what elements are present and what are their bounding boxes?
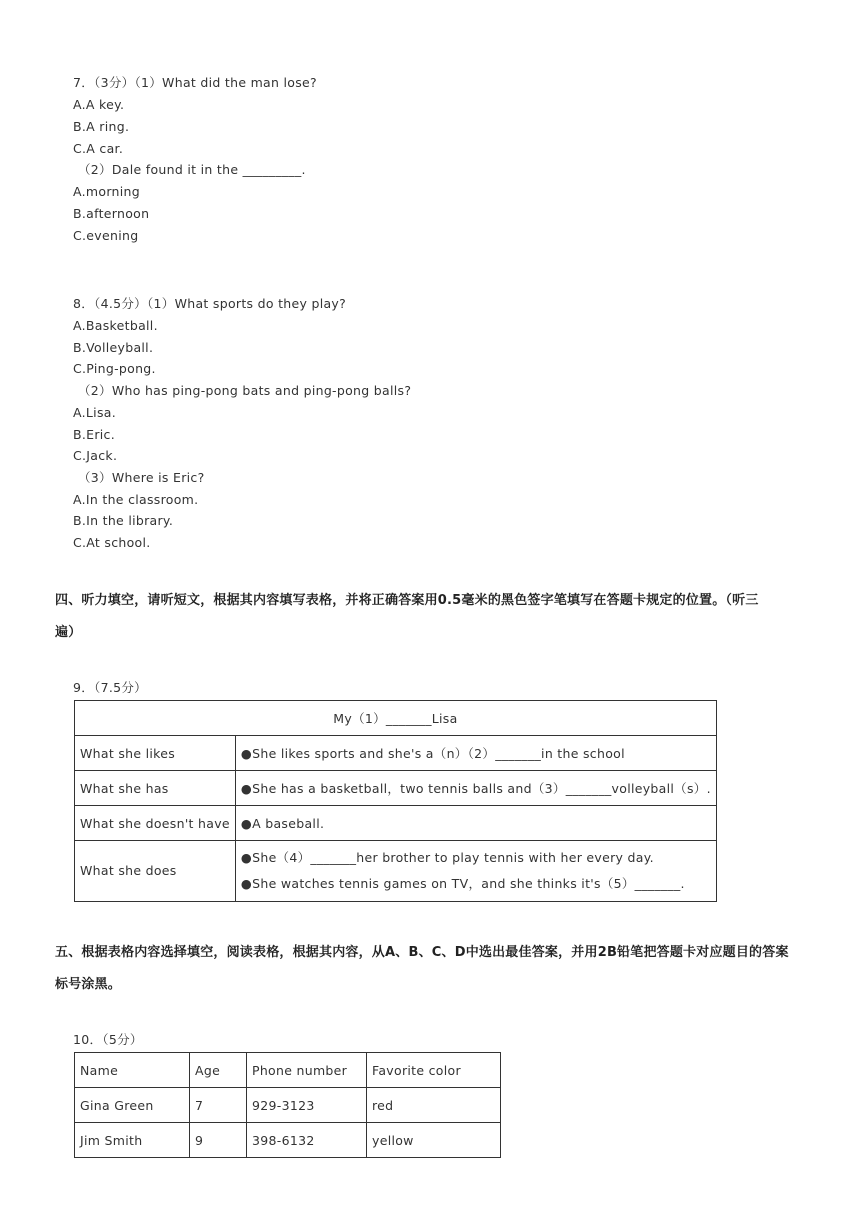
table-cell: 9 [190, 1123, 247, 1158]
q10-table [74, 1052, 501, 1158]
table-row [75, 1088, 501, 1123]
q9-row-content [235, 841, 716, 902]
table-row [75, 841, 717, 902]
table-header-row [75, 1053, 501, 1088]
q9-row-label: What she doesn't have [75, 806, 236, 841]
q7-part2: （2）Dale found it in the _________. [78, 162, 306, 177]
table-cell: Jim Smith [75, 1123, 190, 1158]
q8-part2: （2）Who has ping-pong bats and ping-pong balls? [78, 383, 412, 398]
column-header: Age [190, 1053, 247, 1088]
q9-row-content: ●She likes sports and she's a（n）（2）_______in the school [235, 736, 716, 771]
q9-row-label: What she does [75, 841, 236, 902]
table-row [75, 771, 717, 806]
q9-header: 9．（7.5分） [73, 680, 147, 695]
table-cell: yellow [367, 1123, 501, 1158]
q7-option-a: A.A key. [73, 97, 125, 112]
q9-row-content: ●A baseball. [235, 806, 716, 841]
section5-title-line2: 标号涂黑。 [55, 977, 122, 992]
q7-option-b: B.A ring. [73, 119, 130, 134]
q9-row-content-line: ●She watches tennis games on TV，and she thinks it's（5）_______. [240, 876, 685, 891]
q8-part3: （3）Where is Eric? [78, 470, 205, 485]
section5-title-line1: 五、根据表格内容选择填空，阅读表格，根据其内容，从A、B、C、D中选出最佳答案，并用2B铅笔把答题卡对应题目的答案 [55, 945, 789, 960]
q8-part3-option-a: A.In the classroom. [73, 492, 199, 507]
q9-row-label: What she has [75, 771, 236, 806]
q8-option-b: B.Volleyball. [73, 340, 154, 355]
table-cell: 929-3123 [247, 1088, 367, 1123]
q9-row-label: What she likes [75, 736, 236, 771]
table-cell: Gina Green [75, 1088, 190, 1123]
q9-row-content: ●She has a basketball，two tennis balls and（3）_______volleyball（s）. [235, 771, 716, 806]
table-row [75, 806, 717, 841]
column-header: Phone number [247, 1053, 367, 1088]
q8-part3-option-c: C.At school. [73, 535, 151, 550]
q7-part2-option-a: A.morning [73, 184, 141, 199]
q9-table-title: My（1）_______Lisa [75, 701, 717, 736]
q8-part2-option-c: C.Jack. [73, 448, 118, 463]
table-row [75, 701, 717, 736]
column-header: Favorite color [367, 1053, 501, 1088]
q10-header: 10．（5分） [73, 1032, 143, 1047]
q7-option-c: C.A car. [73, 141, 124, 156]
q8-option-c: C.Ping-pong. [73, 361, 156, 376]
q8-part2-option-a: A.Lisa. [73, 405, 116, 420]
section4-title [55, 585, 835, 649]
table-row [75, 736, 717, 771]
q7-part2-option-c: C.evening [73, 228, 139, 243]
table-cell: red [367, 1088, 501, 1123]
section4-title-line1: 四、听力填空，请听短文，根据其内容填写表格，并将正确答案用0.5毫米的黑色签字笔填写在答题卡规定的位置。（听三 [55, 593, 759, 608]
table-cell: 398-6132 [247, 1123, 367, 1158]
section4-title-line2: 遍） [55, 625, 82, 640]
table-row [75, 1123, 501, 1158]
section5-title [55, 937, 835, 1001]
q7-header: 7．（3分）（1）What did the man lose? [73, 75, 317, 90]
q9-row-content-line: ●She（4）_______her brother to play tennis with her every day. [240, 850, 654, 865]
table-cell: 7 [190, 1088, 247, 1123]
q8-part2-option-b: B.Eric. [73, 427, 116, 442]
q8-header: 8．（4.5分）（1）What sports do they play? [73, 296, 347, 311]
column-header: Name [75, 1053, 190, 1088]
q9-table [74, 700, 717, 902]
q8-option-a: A.Basketball. [73, 318, 158, 333]
q7-part2-option-b: B.afternoon [73, 206, 150, 221]
q8-part3-option-b: B.In the library. [73, 513, 174, 528]
